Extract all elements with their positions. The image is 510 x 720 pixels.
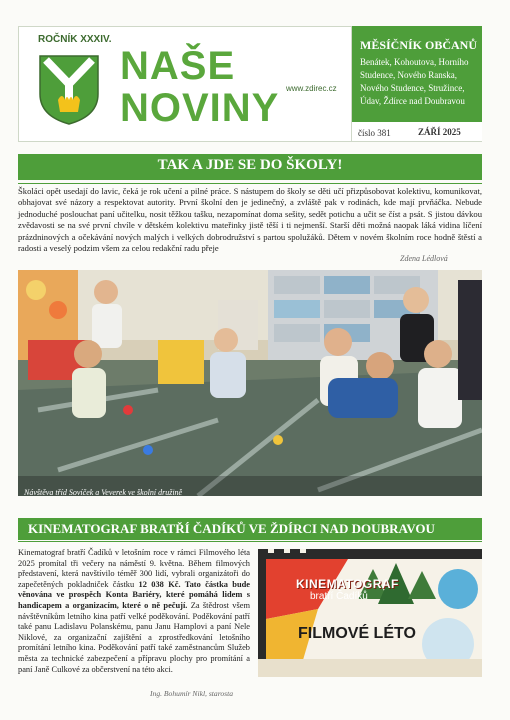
monthly-label: MĚSÍČNÍK OBČANŮ (360, 38, 478, 52)
divider (18, 183, 482, 184)
article2-body-highlight: 12 038 Kč. Tato částka bude věnována ve prospěch Konta Bariéry, které pomáhá lidem s handicapem a organizacím, které o ně pečují. (18, 579, 250, 610)
article2-headline: KINEMATOGRAF BRATŘÍ ČADÍKŮ VE ŽDÍRCI NAD DOUBRAVOU (28, 521, 435, 536)
photo-caption: Návštěva tříd Sovíček a Veverek ve školní družině (24, 488, 183, 497)
article1-signature: Zdena Lédlová (400, 254, 448, 263)
children-playing-photo (18, 270, 482, 496)
article1-body: Školáci opět usedají do lavic, čeká je rok učení a pilné práce. S nástupem do školy se děti učí přizpůsobovat kolektivu, komunikovat, obhajovat své názory a respektovat autority. První školní den je jedinečný, a zvláště pak v rodinách, kde mají prvňáčka. Nebude jednoduché poslouchat paní učitelku, nosit těžkou tašku, nezapomínat doma sešity, sedět potichu a učit se číst a psát. S jistou dávkou zvědavosti se na své první chvíle v dětském kolektivu mateřinky jistě těší i ti nejmenší. Starší děti možná naopak láká vidina líčení prázdninových a očekávání nových malých i velkých dobrodružství s partou spolužáků. Dětem v novém školním roce hodně štěstí a radosti a veselý podzim všem za celou redakční radu přeje (18, 186, 482, 254)
newspaper-title-line2: NOVINY (120, 86, 280, 130)
issue-number: číslo 381 (358, 128, 391, 138)
article1-photo (18, 270, 482, 496)
volume-label: ROČNÍK XXXIV. (38, 34, 112, 45)
newspaper-title-line1: NAŠE (120, 44, 236, 88)
poster-event-name: FILMOVÉ LÉTO (298, 625, 416, 642)
cinema-poster-graphic (258, 549, 482, 677)
divider (18, 541, 482, 542)
article2-signature: Ing. Bohumír Nikl, starosta (150, 689, 234, 698)
town-coat-of-arms-icon (38, 54, 100, 126)
article2-body-rest: Za štědrost všem návštěvníkům letního kina patří velké poděkování. Poděkování patří také panu Ladislavu Polanskému, panu Janu Hamplovi a paní Nele Niklové, za organizační zajištění a zprostředkování letošního promítání letního kina. Poděkování patří také zaměstnancům Služeb města za technické zabezpečení a přípravu plochy pro promítání a paní Janě Culkové za občerstvení na této akci. (18, 600, 250, 674)
poster-subtitle: bratří Čadíků (310, 591, 368, 602)
cinema-poster (258, 549, 482, 677)
article2-body-intro: Kinematograf bratří Čadíků v letošním roce v rámci Filmového léta 2025 promítal tři večery na náměstí 9. května. Během filmových představení, která navštívilo téměř 300 lidí, vybrali organizátoři do zapečetěných pokladniček částku (18, 548, 250, 589)
article2-body (18, 548, 250, 675)
places-list: Benátek, Kohoutova, Horního Studence, Nového Ranska, Nového Studence, Stružince, Údav, Ždírce nad Doubravou (360, 57, 469, 106)
poster-title: KINEMATOGRAF (296, 577, 399, 591)
website-link[interactable]: www.zdirec.cz (286, 84, 337, 93)
issue-date: ZÁŘÍ 2025 (418, 127, 461, 137)
article1-headline: TAK A JDE SE DO ŠKOLY! (157, 157, 343, 173)
